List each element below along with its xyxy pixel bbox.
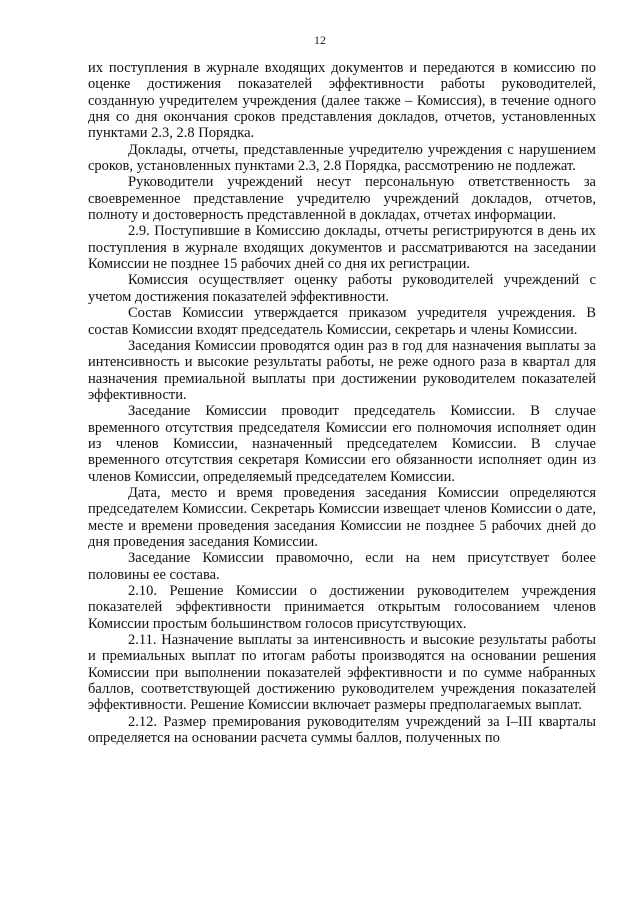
paragraph-commission-composition: Состав Комиссии утверждается приказом учредителя учреждения. В состав Комиссии входят председатель Комиссии, секретарь и члены Комиссии. [88,305,596,338]
document-body [88,60,596,746]
paragraph-continuation: их поступления в журнале входящих документов и передаются в комиссию по оценке достижения показателей эффективности работы руководителей, созданную учредителем учреждения (далее также – Комиссия), в течение одного дня со дня окончания сроков представления докладов, отчетов, установленных пунктами 2.3, 2.8 Порядка. [88,60,596,142]
paragraph-quorum: Заседание Комиссии правомочно, если на нем присутствует более половины ее состава. [88,550,596,583]
paragraph-meeting-date: Дата, место и время проведения заседания Комиссии определяются председателем Комиссии. Секретарь Комиссии извещает членов Комиссии о дате, месте и времени проведения заседания Комиссии не позднее 5 рабочих дней до дня проведения заседания Комиссии. [88,484,596,550]
paragraph-commission-assessment: Комиссия осуществляет оценку работы руководителей учреждений с учетом достижения показателей эффективности. [88,272,596,305]
page-number: 12 [314,33,326,47]
paragraph-2-11: 2.11. Назначение выплаты за интенсивность и высокие результаты работы и премиальных выплат по итогам работы производятся на основании решения Комиссии при выполнении показателей эффективности и по сумме набранных баллов, соответствующей достижению руководителем учреждения показателей эффективности. Решение Комиссии включает размеры предполагаемых выплат. [88,632,596,714]
paragraph-chairman: Заседание Комиссии проводит председатель Комиссии. В случае временного отсутствия председателя Комиссии его полномочия исполняет один из членов Комиссии, назначенный председателем Комиссии. В случае временного отсутствия секретаря Комиссии его обязанности исполняет один из членов Комиссии, определяемый председателем Комиссии. [88,403,596,485]
paragraph-responsibility: Руководители учреждений несут персональную ответственность за своевременное представление учредителю учреждений докладов, отчетов, полноту и достоверность представленной в докладах, отчетах информации. [88,174,596,224]
paragraph-late-reports: Доклады, отчеты, представленные учредителю учреждения с нарушением сроков, установленных пунктами 2.3, 2.8 Порядка, рассмотрению не подлежат. [88,141,596,175]
paragraph-2-9: 2.9. Поступившие в Комиссию доклады, отчеты регистрируются в день их поступления в журнале входящих документов и рассматриваются на заседании Комиссии не позднее 15 рабочих дней со дня их регистрации. [88,223,596,273]
paragraph-2-12: 2.12. Размер премирования руководителям учреждений за I–III кварталы определяется на основании расчета суммы баллов, полученных по [88,713,596,747]
paragraph-meeting-frequency: Заседания Комиссии проводятся один раз в год для назначения выплаты за интенсивность и высокие результаты работы, не реже одного раза в квартал для назначения премиальной выплаты при достижении руководителем показателей эффективности. [88,337,596,403]
paragraph-2-10: 2.10. Решение Комиссии о достижении руководителем учреждения показателей эффективности принимается открытым голосованием членов Комиссии простым большинством голосов присутствующих. [88,583,596,632]
